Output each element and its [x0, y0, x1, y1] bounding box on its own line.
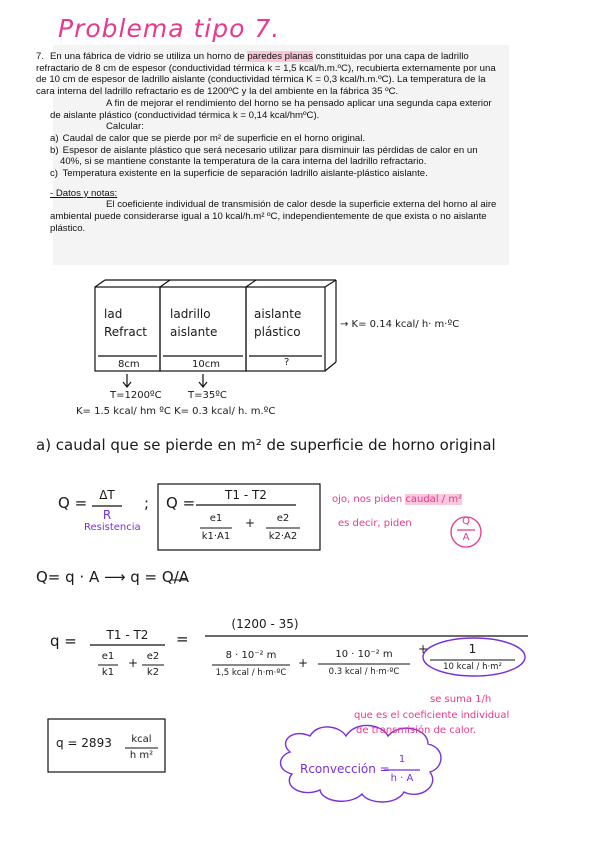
- q-simple-lhs: Q =: [58, 494, 88, 512]
- problem-number: 7.: [36, 51, 45, 62]
- q-eq-k2: k2: [146, 667, 160, 678]
- q-simple-den: R: [102, 508, 112, 522]
- problem-p1-a: En una fábrica de vidrio se utiliza un horno de: [50, 51, 248, 62]
- note-q: Q: [462, 516, 470, 527]
- q-full-e1: e1: [209, 513, 223, 524]
- datos-title: - Datos y notas:: [50, 187, 118, 199]
- result-unit-top: kcal: [131, 734, 152, 745]
- result-q: q = 2893: [56, 736, 112, 750]
- problem-item-b: b) Espesor de aislante plástico que será necesario utilizar para disminuir las pérdidas de calor en un 40%, si se mantiene constante la temperatura de la cara interna del ladrillo refractario.: [50, 144, 478, 168]
- q-eq-e1: e1: [101, 651, 115, 662]
- rconv-lhs: Rconvección =: [300, 762, 390, 776]
- q-eq-num: T1 - T2: [106, 628, 149, 642]
- problem-p2: A fin de mejorar el rendimiento del horno se ha pensado aplicar una segunda capa exterior de aislante plástico (conductividad térmica k = 0,14 kcal/hmºC).: [50, 97, 492, 121]
- big-den2-top: 10 · 10⁻² m: [335, 649, 393, 660]
- dim-label-unknown: ?: [284, 357, 290, 368]
- note-ojo-highlight: caudal / m²: [405, 494, 463, 505]
- note-ojo: ojo, nos piden caudal / m²: [332, 494, 463, 505]
- note-coeficiente: que es el coeficiente individual: [354, 710, 510, 721]
- problem-calcular: Calcular:: [106, 121, 144, 133]
- note-es-decir: es decir, piden: [338, 518, 412, 529]
- q-eq-k1: k1: [101, 667, 115, 678]
- page-title: Problema tipo 7.: [58, 14, 281, 43]
- k-plastic-label: → K= 0.14 kcal/ h· m·ºC: [340, 319, 460, 330]
- part-a-heading: a) caudal que se pierde en m² de superficie de horno original: [36, 436, 496, 454]
- relation-q-qa: Q= q · A ⟶ q = Q/A: [36, 568, 190, 586]
- result-unit-bot: h m²: [129, 750, 154, 761]
- note-se-suma: se suma 1/h: [430, 694, 492, 705]
- q-full-k2a2: k2·A2: [268, 531, 298, 542]
- rconv-top: 1: [398, 754, 406, 765]
- q-simple-num: ΔT: [99, 488, 115, 502]
- dim-label-8cm: 8cm: [118, 359, 140, 370]
- k-values-label: K= 1.5 kcal/ hm ºC K= 0.3 kcal/ h. m.ºC: [76, 406, 276, 417]
- big-den1-bot: 1,5 kcal / h·m·ºC: [215, 668, 287, 678]
- big-plus-1: +: [298, 656, 309, 670]
- q-eq-plus: +: [128, 656, 139, 670]
- resistencia-label: Resistencia: [84, 522, 141, 533]
- q-eq-equals: =: [176, 630, 189, 648]
- q-eq-lhs: q =: [50, 632, 77, 650]
- problem-p1-b: constituidas por una capa de ladrillo refractario de 8 cm de espesor (conductividad térmica k = 1,5 kcal/h.m.ºC), recubierta externamente por una de 10 cm de espesor de ladrillo aislante (conductividad térmica K = 0,3 kcal/h.m.ºC). La temperatura de la cara interna del ladrillo refractario es de 1200ºC y la del ambiente en la fábrica 35 ºC.: [36, 51, 496, 98]
- rconv-bot: h · A: [390, 773, 414, 784]
- big-den3-top: 1: [468, 642, 477, 656]
- note-a: A: [462, 532, 470, 543]
- q-eq-e2: e2: [146, 651, 160, 662]
- q-full-lhs: Q =: [166, 494, 196, 512]
- temp-inner-label: T=1200ºC: [110, 390, 162, 401]
- temp-ambient-label: T=35ºC: [188, 390, 227, 401]
- q-full-plus: +: [245, 516, 256, 530]
- problem-item-c: c) Temperatura existente en la superficie de separación ladrillo aislante-plástico aislante.: [50, 168, 428, 180]
- dim-label-10cm: 10cm: [192, 359, 220, 370]
- datos-text: El coeficiente individual de transmisión de calor desde la superficie externa del horno al aire ambiental puede considerarse igual a 10 kcal/h.m² ºC, independientemente de que exista o no aislante plástico.: [50, 199, 497, 234]
- layer-label-plastico: aislante plástico: [254, 307, 302, 339]
- big-den1-top: 8 · 10⁻² m: [225, 650, 277, 661]
- problem-item-a: a) Caudal de calor que se pierde por m² de superficie en el horno original.: [50, 132, 366, 144]
- highlight-paredes-planas: paredes planas: [247, 51, 313, 62]
- note-transmision: de transmisión de calor.: [356, 725, 477, 736]
- q-full-e2: e2: [276, 513, 290, 524]
- big-den3-bot: 10 kcal / h·m²: [443, 662, 502, 672]
- layer-label-refractario: lad Refract: [104, 307, 147, 339]
- separator-semicolon: ;: [144, 494, 150, 512]
- big-plus-2: +: [418, 642, 429, 656]
- layer-label-aislante: ladrillo aislante: [170, 307, 218, 339]
- q-full-k1a1: k1·A1: [201, 531, 231, 542]
- big-den2-bot: 0.3 kcal / h·m·ºC: [328, 667, 400, 677]
- big-num: (1200 - 35): [231, 617, 299, 631]
- q-full-num: T1 - T2: [225, 488, 267, 502]
